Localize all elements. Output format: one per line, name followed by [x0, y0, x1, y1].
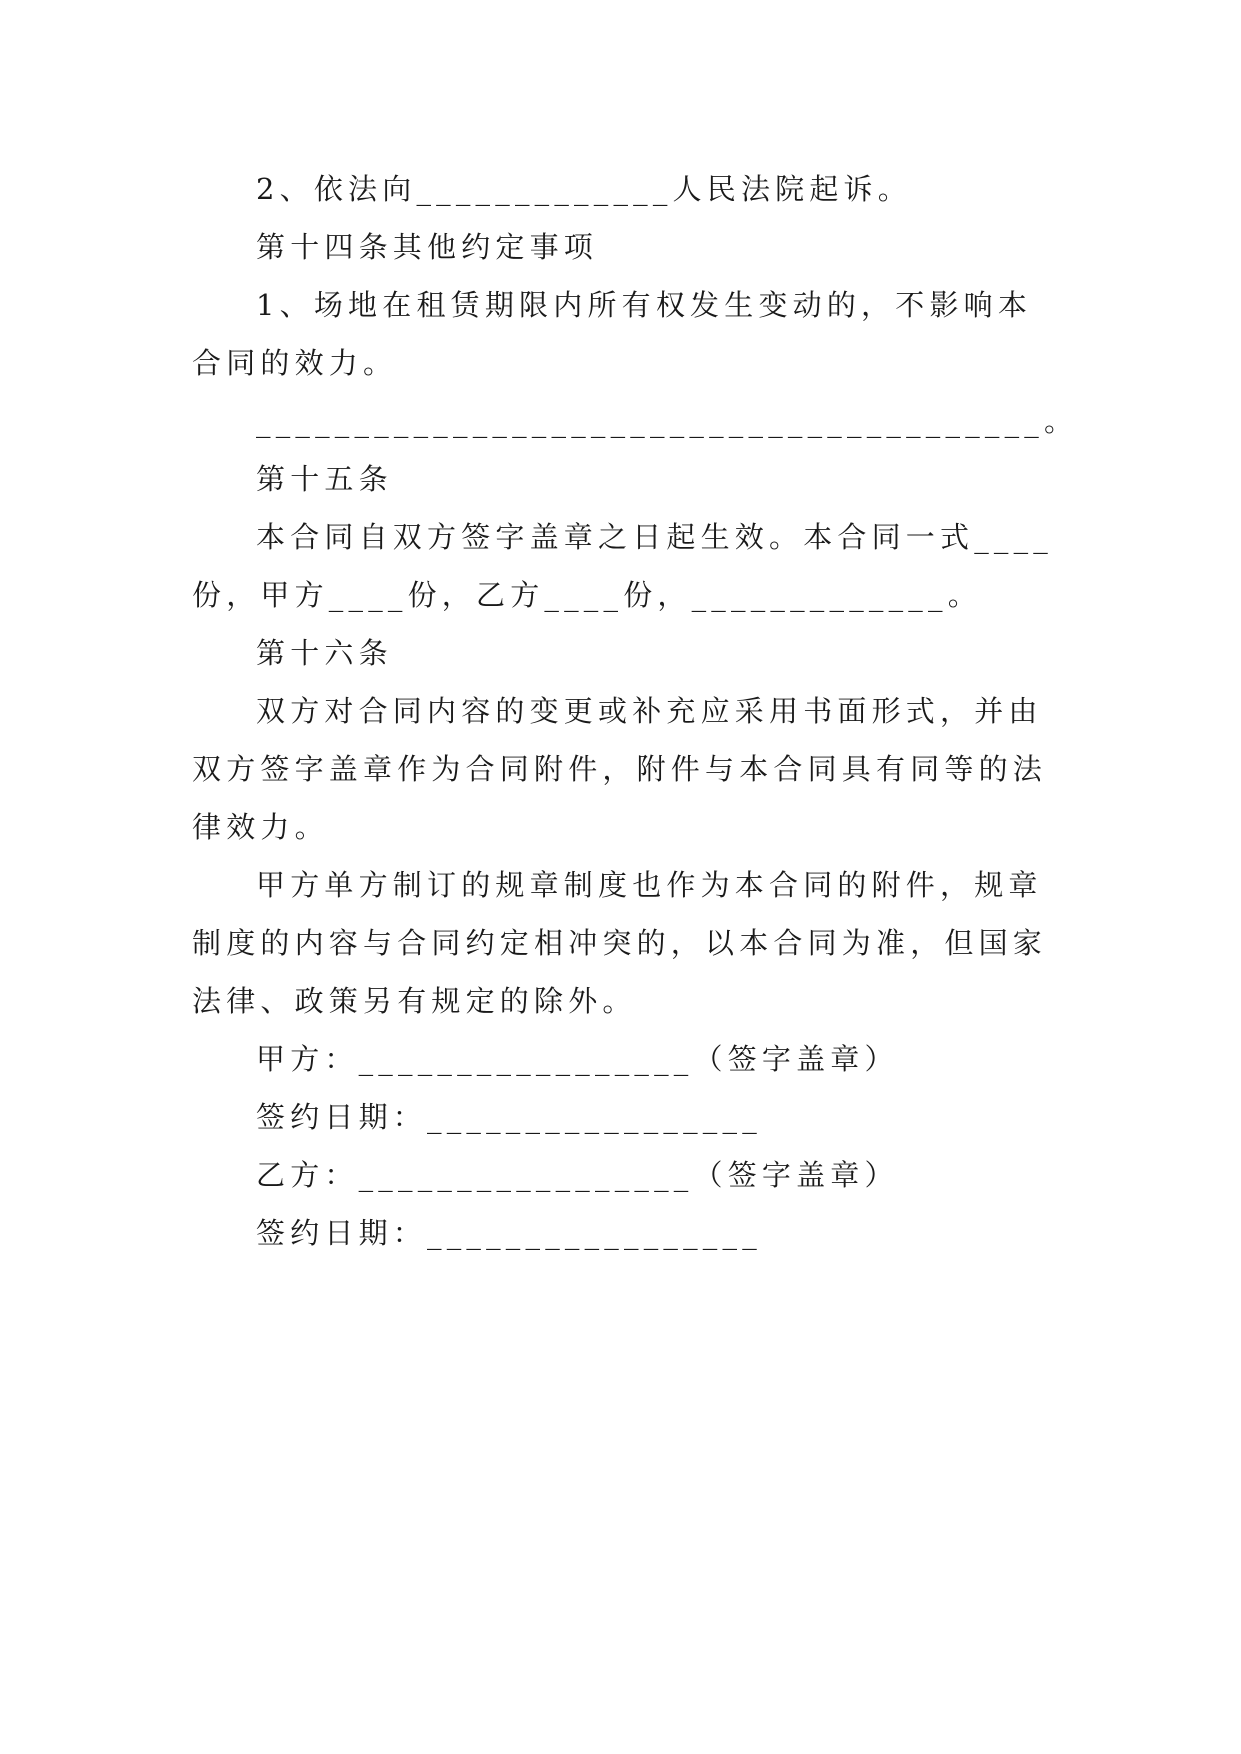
rules-attachment-text: 甲方单方制订的规章制度也作为本合同的附件，规章制度的内容与合同约定相冲突的，以本合同为准，但国家法律、政策另有规定的除外。	[192, 868, 1048, 1018]
party-a-sign-date: 签约日期：_________________	[256, 1100, 762, 1134]
clause-1-ownership-change: 1、场地在租赁期限内所有权发生变动的，不影响本合同的效力。	[192, 288, 1033, 380]
document-page	[192, 160, 1079, 1262]
article-16-heading: 第十六条	[256, 636, 393, 670]
article-14-heading: 第十四条其他约定事项	[256, 230, 599, 264]
article-15-heading: 第十五条	[256, 462, 393, 496]
blank-line: ________________________________________。	[256, 404, 1079, 438]
clause-2-litigation: 2、依法向_____________人民法院起诉。	[256, 172, 912, 206]
party-b-signature: 乙方：_________________（签字盖章）	[256, 1158, 899, 1192]
party-a-signature: 甲方：_________________（签字盖章）	[256, 1042, 899, 1076]
party-b-sign-date: 签约日期：_________________	[256, 1216, 762, 1250]
article-15-text: 本合同自双方签字盖章之日起生效。本合同一式____份，甲方____份，乙方____份，_____________。	[192, 520, 1054, 612]
article-16-text: 双方对合同内容的变更或补充应采用书面形式，并由双方签字盖章作为合同附件，附件与本合同具有同等的法律效力。	[192, 694, 1048, 844]
